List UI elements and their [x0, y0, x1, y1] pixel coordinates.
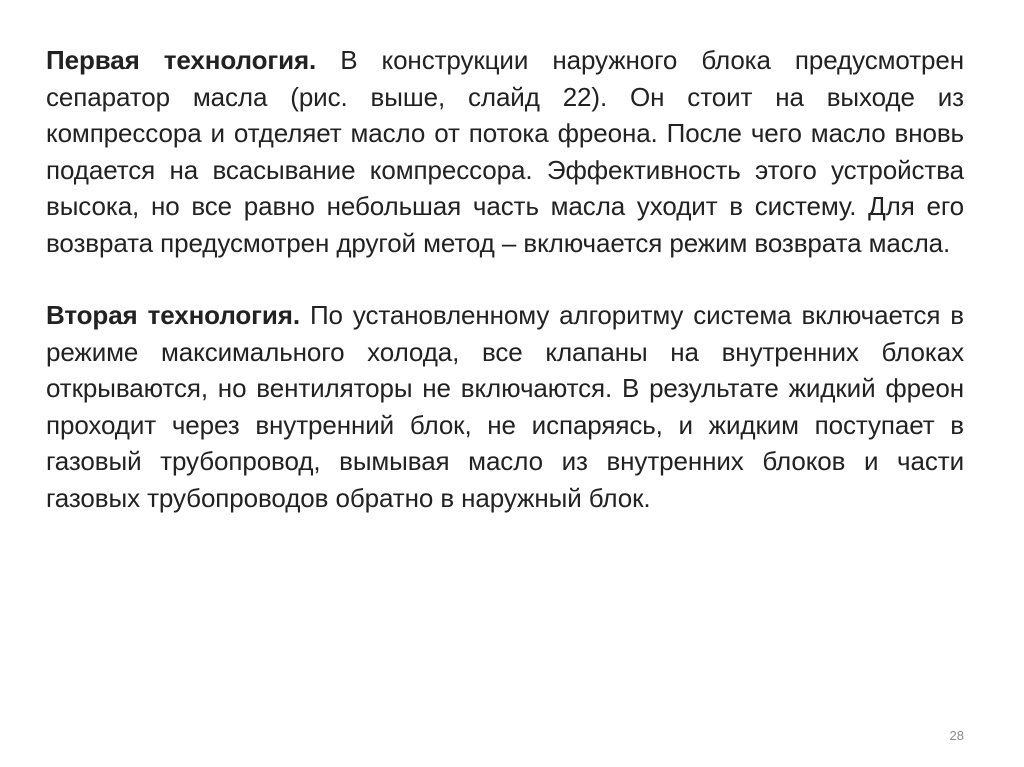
paragraph-text-second: По установленному алгоритму система включается в режиме максимального холода, все клапаны на внутренних блоках открываются, но вентиляторы не включаются. В результате жидкий фреон проходит через внутренний блок, не испаряясь, и жидким поступает в газовый трубопровод, вымывая масло из внутренних блоков и части газовых трубопроводов обратно в наружный блок.: [46, 300, 965, 513]
paragraph-lead-first: Первая технология.: [46, 45, 317, 75]
paragraph-lead-second: Вторая технология.: [46, 300, 300, 330]
paragraph-text-first: В конструкции наружного блока предусмотрен сепаратор масла (рис. выше, слайд 22). Он стоит на выходе из компрессора и отделяет масло от потока фреона. После чего масло вновь подается на всасывание компрессора. Эффективность этого устройства высока, но все равно небольшая часть масла уходит в систему. Для его возврата предусмотрен другой метод – включается режим возврата масла.: [46, 45, 964, 258]
slide-body: [46, 42, 964, 516]
page-number: 28: [949, 728, 964, 743]
paragraph-first-technology: [46, 42, 964, 261]
paragraph-second-technology: [46, 297, 964, 516]
